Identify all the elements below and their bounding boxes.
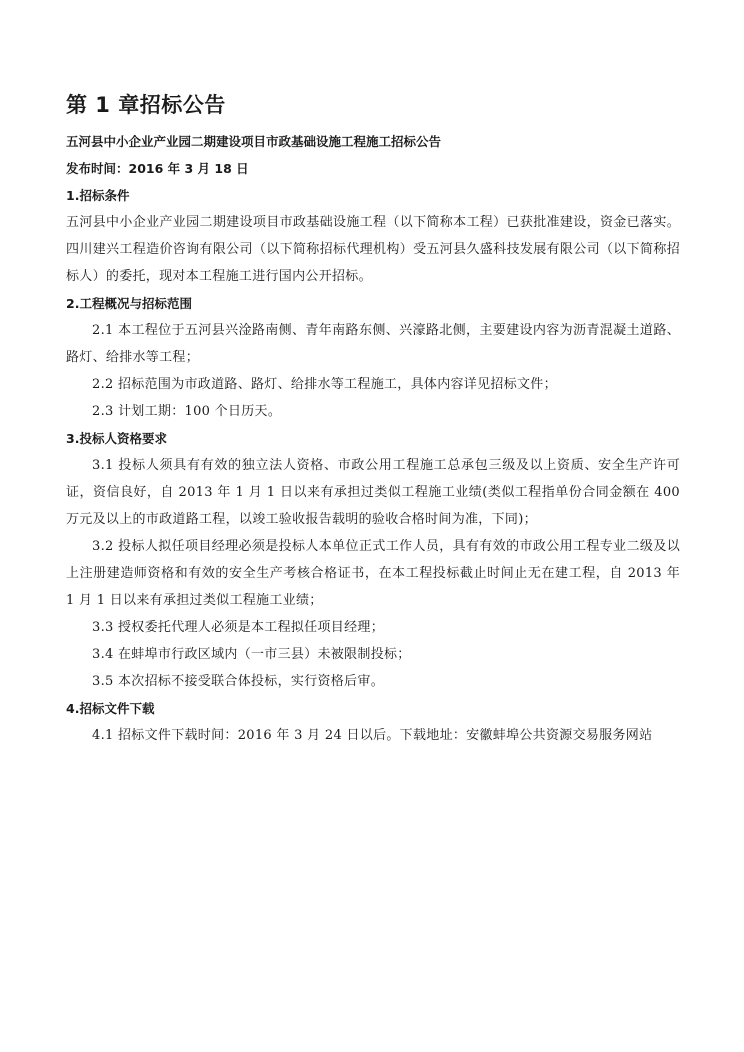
clause-2-1: 2.1 本工程位于五河县兴淦路南侧、青年南路东侧、兴濠路北侧，主要建设内容为沥青混凝土道路、路灯、给排水等工程； [66, 323, 680, 365]
notice-title: 五河县中小企业产业园二期建设项目市政基础设施工程施工招标公告 [66, 134, 442, 149]
section-heading: 2.工程概况与招标范围 [66, 296, 192, 311]
document-page [66, 90, 680, 749]
section-project-overview [66, 290, 680, 425]
chapter-title: 第 1 章招标公告 [66, 93, 226, 117]
publish-date: 发布时间：2016 年 3 月 18 日 [66, 161, 249, 176]
section-heading: 1.招标条件 [66, 188, 130, 203]
clause-3-3: 3.3 授权委托代理人必须是本工程拟任项目经理； [92, 620, 385, 635]
clause-2-2: 2.2 招标范围为市政道路、路灯、给排水等工程施工，具体内容详见招标文件； [92, 377, 557, 392]
clause-3-4: 3.4 在蚌埠市行政区域内（一市三县）未被限制投标； [92, 647, 411, 662]
clause-3-5: 3.5 本次招标不接受联合体投标，实行资格后审。 [92, 674, 385, 689]
section-heading: 4.招标文件下载 [66, 701, 155, 716]
section-document-download [66, 695, 680, 749]
clause-3-2: 3.2 投标人拟任项目经理必须是投标人本单位正式工作人员，具有有效的市政公用工程专业二级及以上注册建造师资格和有效的安全生产考核合格证书，在本工程投标截止时间止无在建工程，自 2013 年 1 月 1 日以来有承担过类似工程施工业绩； [66, 539, 680, 608]
clause-2-3: 2.3 计划工期：100 个日历天。 [92, 404, 282, 419]
section-bidding-conditions [66, 182, 680, 290]
section-bidder-qualification [66, 425, 680, 695]
section-heading: 3.投标人资格要求 [66, 431, 167, 446]
clause-3-1: 3.1 投标人须具有有效的独立法人资格、市政公用工程施工总承包三级及以上资质、安全生产许可证，资信良好，自 2013 年 1 月 1 日以来有承担过类似工程施工业绩(类似工程指单份合同金额在 400 万元及以上的市政道路工程，以竣工验收报告载明的验收合格时间为准，下同)； [66, 458, 680, 527]
section-paragraph: 五河县中小企业产业园二期建设项目市政基础设施工程（以下简称本工程）已获批准建设，资金已落实。四川建兴工程造价咨询有限公司（以下简称招标代理机构）受五河县久盛科技发展有限公司（以下简称招标人）的委托，现对本工程施工进行国内公开招标。 [66, 215, 680, 284]
clause-4-1: 4.1 招标文件下载时间：2016 年 3 月 24 日以后。下载地址：安徽蚌埠公共资源交易服务网站 [92, 728, 653, 743]
